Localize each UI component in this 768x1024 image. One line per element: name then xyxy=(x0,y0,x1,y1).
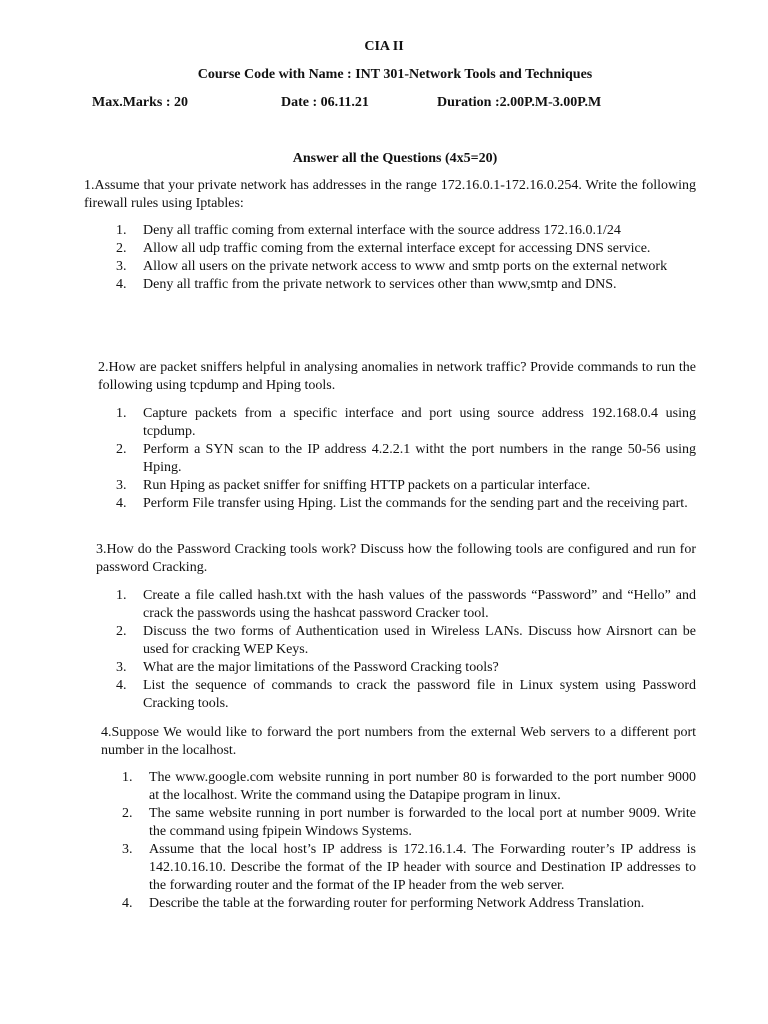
item-text: Allow all users on the private network access to www and smtp ports on the external network xyxy=(143,259,668,274)
item-text: The www.google.com website running in port number 80 is forwarded to the port number 9000 at the localhost. Write the command using the Datapipe program in linux. xyxy=(149,770,696,803)
item-text: Run Hping as packet sniffer for sniffing HTTP packets on a particular interface. xyxy=(143,478,591,493)
list-item xyxy=(122,841,696,895)
item-number: 1. xyxy=(122,770,133,785)
item-text: Perform a SYN scan to the IP address 4.2.2.1 witht the port numbers in the range 50-56 using Hping. xyxy=(143,442,696,475)
exam-date: Date : 06.11.21 xyxy=(281,95,369,110)
list-item xyxy=(116,495,696,513)
list-item xyxy=(116,276,696,294)
item-text: Capture packets from a specific interface and port using source address 192.168.0.4 using tcpdump. xyxy=(143,406,696,439)
item-number: 4. xyxy=(116,678,127,693)
question-2-list xyxy=(116,405,696,513)
item-number: 3. xyxy=(116,660,127,675)
item-text: What are the major limitations of the Password Cracking tools? xyxy=(143,660,499,675)
item-number: 2. xyxy=(116,624,127,639)
item-text: Create a file called hash.txt with the hash values of the passwords “Password” and “Hello” and crack the passwords using the hashcat password Cracker tool. xyxy=(143,588,696,621)
question-4-text: 4.Suppose We would like to forward the port numbers from the external Web servers to a different port number in the localhost. xyxy=(101,725,696,758)
item-text: Assume that the local host’s IP address is 172.16.1.4. The Forwarding router’s IP address is 142.10.16.10. Describe the format of the IP header with source and Destination IP addresses to the forwarding router and the format of the IP header from the web server. xyxy=(149,842,696,893)
max-marks: Max.Marks : 20 xyxy=(92,95,189,110)
item-text: Discuss the two forms of Authentication used in Wireless LANs. Discuss how Airsnort can be used for cracking WEP Keys. xyxy=(143,624,696,657)
item-text: The same website running in port number is forwarded to the local port at number 9009. Write the command using fpipein Windows Systems. xyxy=(149,806,696,839)
question-3-list xyxy=(116,587,696,713)
list-item xyxy=(116,659,696,677)
question-1 xyxy=(84,177,696,213)
item-number: 4. xyxy=(116,496,127,511)
item-text: Allow all udp traffic coming from the external interface except for accessing DNS service. xyxy=(143,241,651,256)
list-item xyxy=(116,477,696,495)
item-number: 4. xyxy=(116,277,127,292)
list-item xyxy=(122,895,696,913)
item-number: 2. xyxy=(122,806,133,821)
item-number: 1. xyxy=(116,223,127,238)
question-2 xyxy=(98,359,696,395)
question-2-text: 2.How are packet sniffers helpful in analysing anomalies in network traffic? Provide commands to run the following using tcpdump and Hping tools. xyxy=(98,360,696,393)
list-item xyxy=(122,769,696,805)
list-item xyxy=(116,258,696,276)
question-4-list xyxy=(122,769,696,913)
exam-title: CIA II xyxy=(364,39,404,54)
exam-duration: Duration :2.00P.M-3.00P.M xyxy=(437,95,602,110)
list-item xyxy=(116,677,696,713)
item-text: Deny all traffic coming from external interface with the source address 172.16.0.1/24 xyxy=(143,223,621,238)
course-line: Course Code with Name : INT 301-Network Tools and Techniques xyxy=(197,67,593,82)
list-item xyxy=(116,623,696,659)
list-item xyxy=(116,441,696,477)
question-3 xyxy=(96,541,696,577)
item-text: Describe the table at the forwarding router for performing Network Address Translation. xyxy=(149,896,645,911)
item-number: 3. xyxy=(122,842,133,857)
item-number: 2. xyxy=(116,442,127,457)
item-number: 4. xyxy=(122,896,133,911)
instructions: Answer all the Questions (4x5=20) xyxy=(292,151,498,166)
item-text: Perform File transfer using Hping. List the commands for the sending part and the receiving part. xyxy=(143,496,688,511)
list-item xyxy=(116,587,696,623)
item-number: 1. xyxy=(116,406,127,421)
item-number: 1. xyxy=(116,588,127,603)
item-text: List the sequence of commands to crack the password file in Linux system using Password Cracking tools. xyxy=(143,678,696,711)
question-3-text: 3.How do the Password Cracking tools work? Discuss how the following tools are configured and run for password Cracking. xyxy=(96,542,696,575)
list-item xyxy=(116,240,696,258)
list-item xyxy=(116,405,696,441)
item-number: 3. xyxy=(116,478,127,493)
question-4 xyxy=(101,724,696,760)
item-text: Deny all traffic from the private network to services other than www,smtp and DNS. xyxy=(143,277,617,292)
list-item xyxy=(122,805,696,841)
question-1-text: 1.Assume that your private network has addresses in the range 172.16.0.1-172.16.0.254. Write the following firewall rules using Iptables: xyxy=(84,178,696,211)
question-1-list xyxy=(116,222,696,294)
item-number: 3. xyxy=(116,259,127,274)
item-number: 2. xyxy=(116,241,127,256)
list-item xyxy=(116,222,696,240)
